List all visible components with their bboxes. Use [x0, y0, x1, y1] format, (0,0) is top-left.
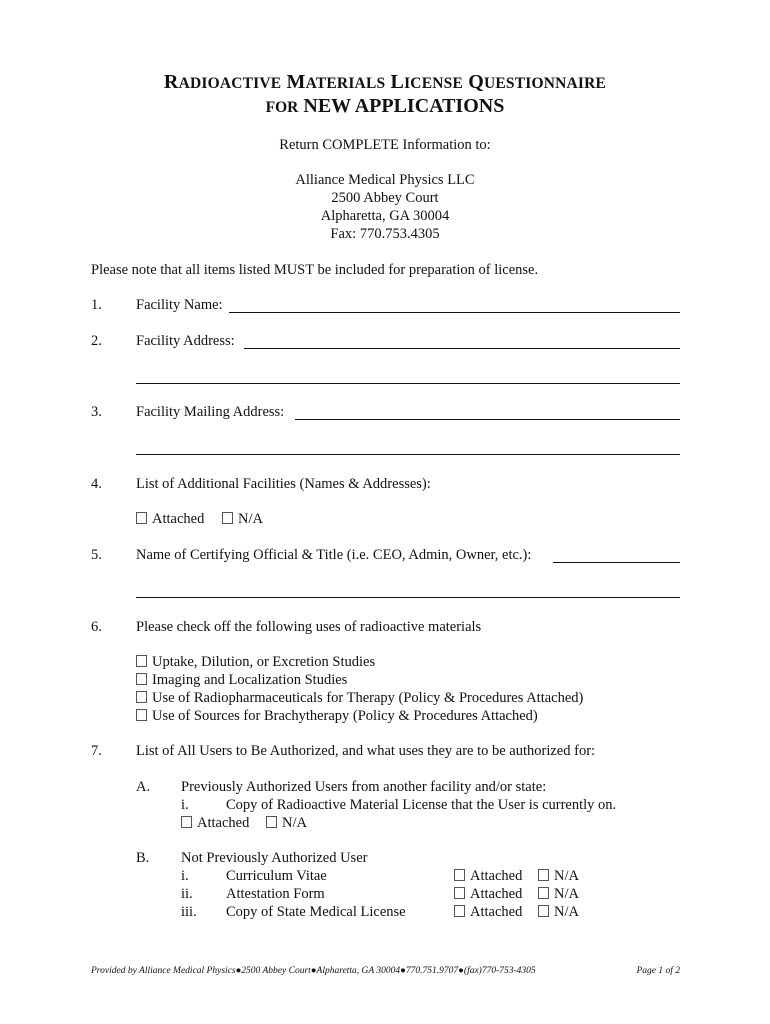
curriculum-vitae-attached-option[interactable]: Attached	[454, 868, 522, 885]
item-number-6: 6.	[91, 619, 102, 635]
section-a-letter: A.	[136, 779, 151, 795]
checkbox-icon[interactable]	[136, 512, 147, 524]
state-medical-license-na-option[interactable]: N/A	[538, 904, 579, 921]
checkbox-icon[interactable]	[136, 673, 147, 685]
use-option-brachytherapy[interactable]: Use of Sources for Brachytherapy (Policy & Procedures Attached)	[136, 708, 538, 725]
checkbox-icon[interactable]	[222, 512, 233, 524]
item-number-5: 5.	[91, 547, 102, 563]
state-medical-license-attached-option[interactable]: Attached	[454, 904, 522, 921]
footer-provider-info: Provided by Alliance Medical Physics●2500 Abbey Court●Alpharetta, GA 30004●770.751.9707●(fax)770-753-4305	[91, 966, 536, 976]
use-option-therapy[interactable]: Use of Radiopharmaceuticals for Therapy (Policy & Procedures Attached)	[136, 690, 583, 707]
curriculum-vitae-na-option[interactable]: N/A	[538, 868, 579, 885]
facility-address-field[interactable]	[244, 348, 680, 349]
section-b-row-number: ii.	[181, 886, 193, 902]
attestation-form-na-option[interactable]: N/A	[538, 886, 579, 903]
item-number-2: 2.	[91, 333, 102, 349]
attestation-form-label: Attestation Form	[226, 886, 325, 902]
page-number: Page 1 of 2	[636, 966, 680, 976]
checkbox-icon[interactable]	[454, 905, 465, 917]
checkbox-icon[interactable]	[538, 887, 549, 899]
section-a-na-option[interactable]: N/A	[266, 815, 307, 832]
facility-name-label: Facility Name:	[136, 297, 223, 313]
facility-name-field[interactable]	[229, 312, 680, 313]
item-number-3: 3.	[91, 404, 102, 420]
additional-facilities-na-option[interactable]: N/A	[222, 511, 263, 528]
address-fax: Fax: 770.753.4305	[330, 226, 440, 242]
section-b-row-number: i.	[181, 868, 189, 884]
checkbox-icon[interactable]	[454, 869, 465, 881]
state-medical-license-label: Copy of State Medical License	[226, 904, 406, 920]
additional-facilities-label: List of Additional Facilities (Names & Addresses):	[136, 476, 431, 492]
address-city: Alpharetta, GA 30004	[320, 208, 450, 224]
facility-address-field-line-2[interactable]	[136, 383, 680, 384]
use-option-uptake[interactable]: Uptake, Dilution, or Excretion Studies	[136, 654, 375, 671]
section-a-sub-label: Copy of Radioactive Material License that the User is currently on.	[226, 797, 617, 813]
checkbox-icon[interactable]	[136, 655, 147, 667]
checkbox-icon[interactable]	[136, 709, 147, 721]
return-instruction: Return COMPLETE Information to:	[279, 137, 491, 153]
checkbox-icon[interactable]	[538, 905, 549, 917]
section-b-label: Not Previously Authorized User	[181, 850, 368, 866]
certifying-official-label: Name of Certifying Official & Title (i.e. CEO, Admin, Owner, etc.):	[136, 547, 532, 563]
checkbox-icon[interactable]	[136, 691, 147, 703]
facility-address-label: Facility Address:	[136, 333, 235, 349]
additional-facilities-attached-option[interactable]: Attached	[136, 511, 204, 528]
certifying-official-field[interactable]	[553, 562, 680, 563]
item-number-7: 7.	[91, 743, 102, 759]
section-a-label: Previously Authorized Users from another facility and/or state:	[181, 779, 547, 795]
item-number-1: 1.	[91, 297, 102, 313]
curriculum-vitae-label: Curriculum Vitae	[226, 868, 327, 884]
checkbox-icon[interactable]	[538, 869, 549, 881]
facility-mailing-address-label: Facility Mailing Address:	[136, 404, 285, 420]
document-title-line-2: FOR NEW APPLICATIONS	[265, 95, 505, 117]
facility-mailing-address-field[interactable]	[295, 419, 680, 420]
section-a-sub-number: i.	[181, 797, 189, 813]
section-a-attached-option[interactable]: Attached	[181, 815, 249, 832]
checkbox-icon[interactable]	[266, 816, 277, 828]
document-title-line-1: RADIOACTIVE MATERIALS LICENSE QUESTIONNAIRE	[163, 71, 607, 93]
checkbox-icon[interactable]	[181, 816, 192, 828]
radioactive-uses-label: Please check off the following uses of radioactive materials	[136, 619, 482, 635]
facility-mailing-address-field-line-2[interactable]	[136, 454, 680, 455]
use-option-imaging[interactable]: Imaging and Localization Studies	[136, 672, 347, 689]
address-street: 2500 Abbey Court	[331, 190, 439, 206]
attestation-form-attached-option[interactable]: Attached	[454, 886, 522, 903]
authorized-users-label: List of All Users to Be Authorized, and what uses they are to be authorized for:	[136, 743, 596, 759]
certifying-official-field-line-2[interactable]	[136, 597, 680, 598]
checkbox-icon[interactable]	[454, 887, 465, 899]
note-text: Please note that all items listed MUST be included for preparation of license.	[91, 262, 539, 278]
item-number-4: 4.	[91, 476, 102, 492]
section-b-letter: B.	[136, 850, 150, 866]
section-b-row-number: iii.	[181, 904, 197, 920]
address-company: Alliance Medical Physics LLC	[295, 172, 475, 188]
